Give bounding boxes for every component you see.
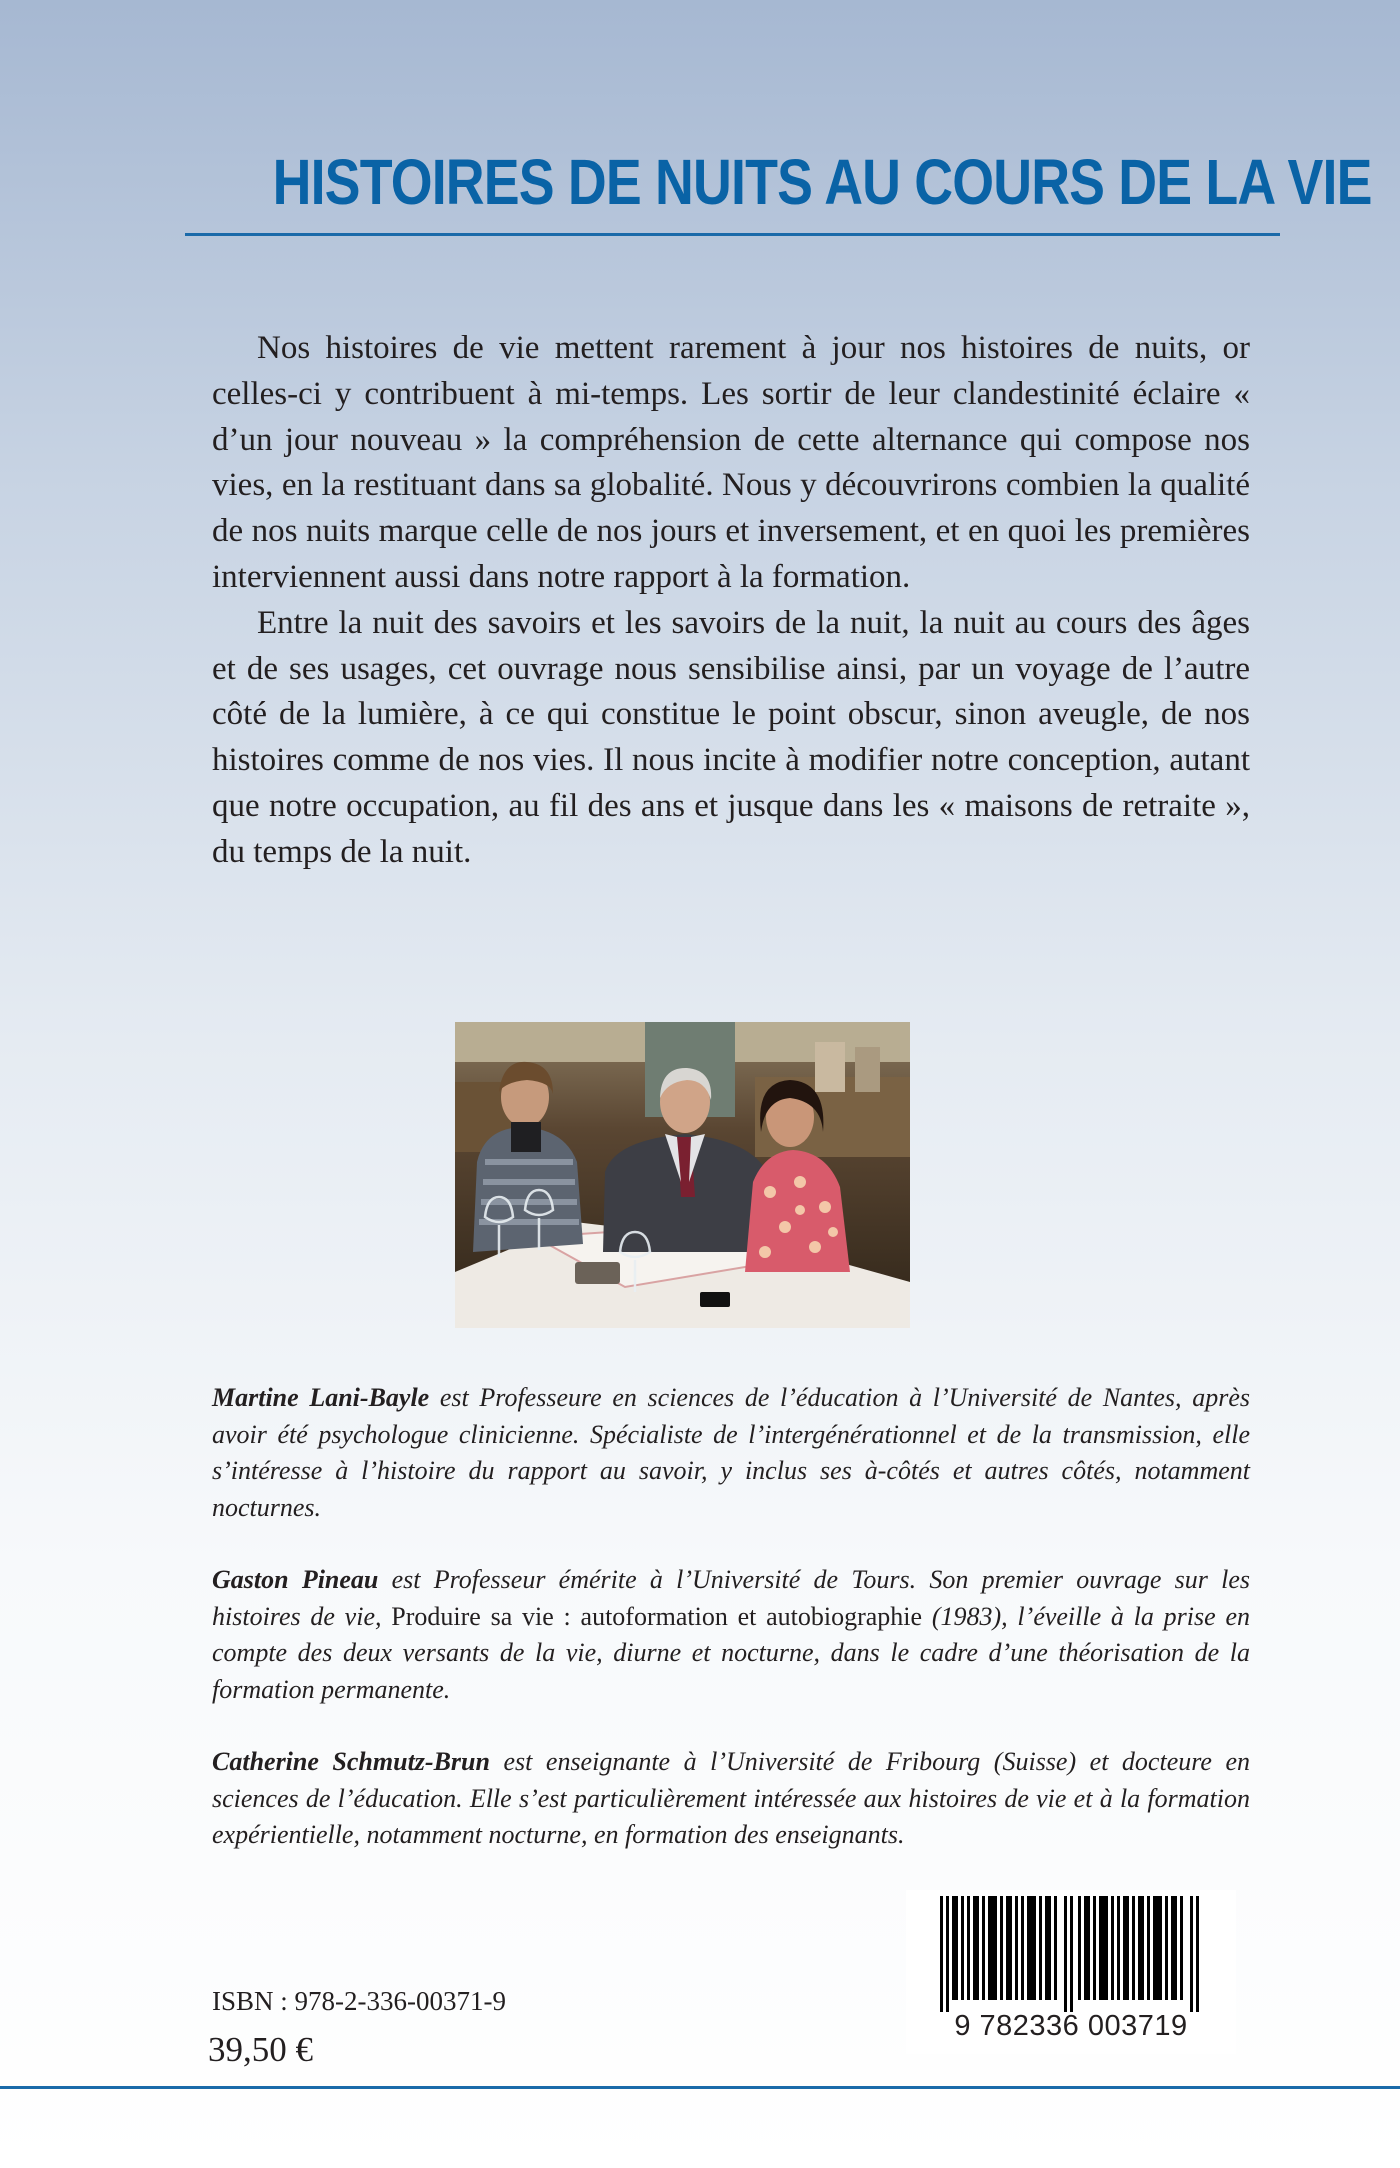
- summary-paragraph-2: Entre la nuit des savoirs et les savoirs de la nuit, la nuit au cours des âges et de ses usages, cet ouvrage nous sensibilise ainsi, par un voyage de l’autre côté de la lumière, à ce qui constitue le point obscur, sinon aveugle, de nos histoires comme de nos vies. Il nous incite à modifier notre conception, autant que notre occupation, au fil des ans et jusque dans les « maisons de retraite », du temps de la nuit.: [212, 604, 1250, 870]
- author-name-3: Catherine Schmutz-Brun: [212, 1747, 490, 1776]
- author-biographies: [212, 1380, 1250, 1890]
- barcode-bars: [940, 1896, 1202, 2012]
- author-bio-text-3: est enseignante à l’Université de Fribourg (Suisse) et docteure en sciences de l’éducation. Elle s’est particulièrement intéressée aux histoires de vie et à la formation expérientielle, notamment nocturne, en formation des enseignants.: [212, 1747, 1250, 1849]
- author-bio-3: [212, 1744, 1250, 1854]
- bottom-rule: [0, 2086, 1400, 2089]
- author-name-1: Martine Lani-Bayle: [212, 1383, 430, 1412]
- author-bio-1: [212, 1380, 1250, 1526]
- author-bio-text-2b: (1983), l’éveille à la prise en compte des deux versants de la vie, diurne et nocturne, dans le cadre d’une théorisation de la formation permanente.: [212, 1601, 1250, 1704]
- price: 39,50 €: [208, 2030, 313, 2069]
- authors-photo: [455, 1022, 910, 1328]
- back-cover-summary: [212, 326, 1250, 876]
- isbn: ISBN : 978-2-336-00371-9: [212, 1986, 506, 2016]
- barcode: [906, 1890, 1236, 2054]
- author-bio-text-1: est Professeure en sciences de l’éducation à l’Université de Nantes, après avoir été psychologue clinicienne. Spécialiste de l’intergénérationnel et de la transmission, elle s’intéresse à l’histoire du rapport au savoir, y inclus ses à-côtés et autres côtés, notamment nocturnes.: [212, 1383, 1250, 1522]
- book-title: HISTOIRES DE NUITS AU COURS DE LA VIE: [272, 146, 1372, 218]
- title-underline: [185, 233, 1280, 236]
- author-name-2: Gaston Pineau: [212, 1565, 379, 1594]
- summary-paragraph-1: Nos histoires de vie mettent rarement à jour nos histoires de nuits, or celles-ci y contribuent à mi-temps. Les sortir de leur clandestinité éclaire « d’un jour nouveau » la compréhension de cette alternance qui compose nos vies, en la restituant dans sa globalité. Nous y découvrirons combien la qualité de nos nuits marque celle de nos jours et inversement, et en quoi les premières interviennent aussi dans notre rapport à la formation.: [212, 330, 1250, 595]
- referenced-book-title: Produire sa vie : autoformation et autobiographie: [391, 1601, 923, 1631]
- author-bio-2: [212, 1562, 1250, 1708]
- author-bio-text-2a: est Professeur émérite à l’Université de Tours. Son premier ouvrage sur les histoires de vie,: [212, 1565, 1250, 1631]
- barcode-digits: 9 782336 003719: [954, 2010, 1188, 2042]
